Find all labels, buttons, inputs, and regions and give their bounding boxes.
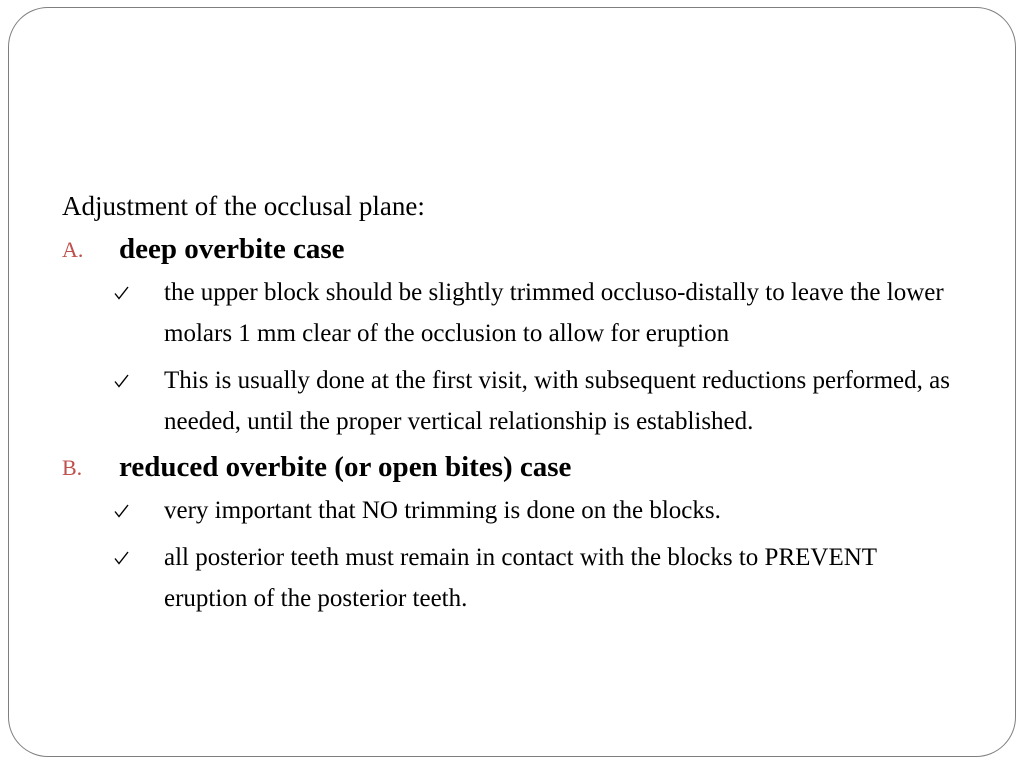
- bullet-text: the upper block should be slightly trimmed occluso-distally to leave the lower molars 1 mm clear of the occlusion to allow for eruption: [164, 279, 944, 347]
- section-heading-text: deep overbite case: [119, 233, 345, 265]
- bullet-text: This is usually done at the first visit, with subsequent reductions performed, as needed, until the proper vertical relationship is established.: [164, 367, 950, 435]
- slide-content: [62, 188, 962, 625]
- bullet-text: very important that NO trimming is done on the blocks.: [164, 497, 721, 524]
- section-heading: [62, 448, 962, 486]
- bullet-item: [62, 490, 962, 531]
- checkmark-icon: [109, 272, 133, 313]
- checkmark-icon: [109, 537, 133, 578]
- section-heading-text: reduced overbite (or open bites) case: [119, 451, 572, 483]
- section-marker: A.: [62, 237, 84, 262]
- section-b: [62, 448, 962, 619]
- bullet-item: [62, 360, 962, 442]
- bullet-item: [62, 537, 962, 619]
- section-heading: [62, 230, 962, 268]
- intro-text: Adjustment of the occlusal plane:: [62, 191, 425, 221]
- bullet-item: [62, 272, 962, 354]
- section-a: [62, 230, 962, 442]
- checkmark-icon: [109, 490, 133, 531]
- bullet-text: all posterior teeth must remain in contact with the blocks to PREVENT eruption of the posterior teeth.: [164, 544, 877, 612]
- checkmark-icon: [109, 360, 133, 401]
- section-marker: B.: [62, 455, 83, 480]
